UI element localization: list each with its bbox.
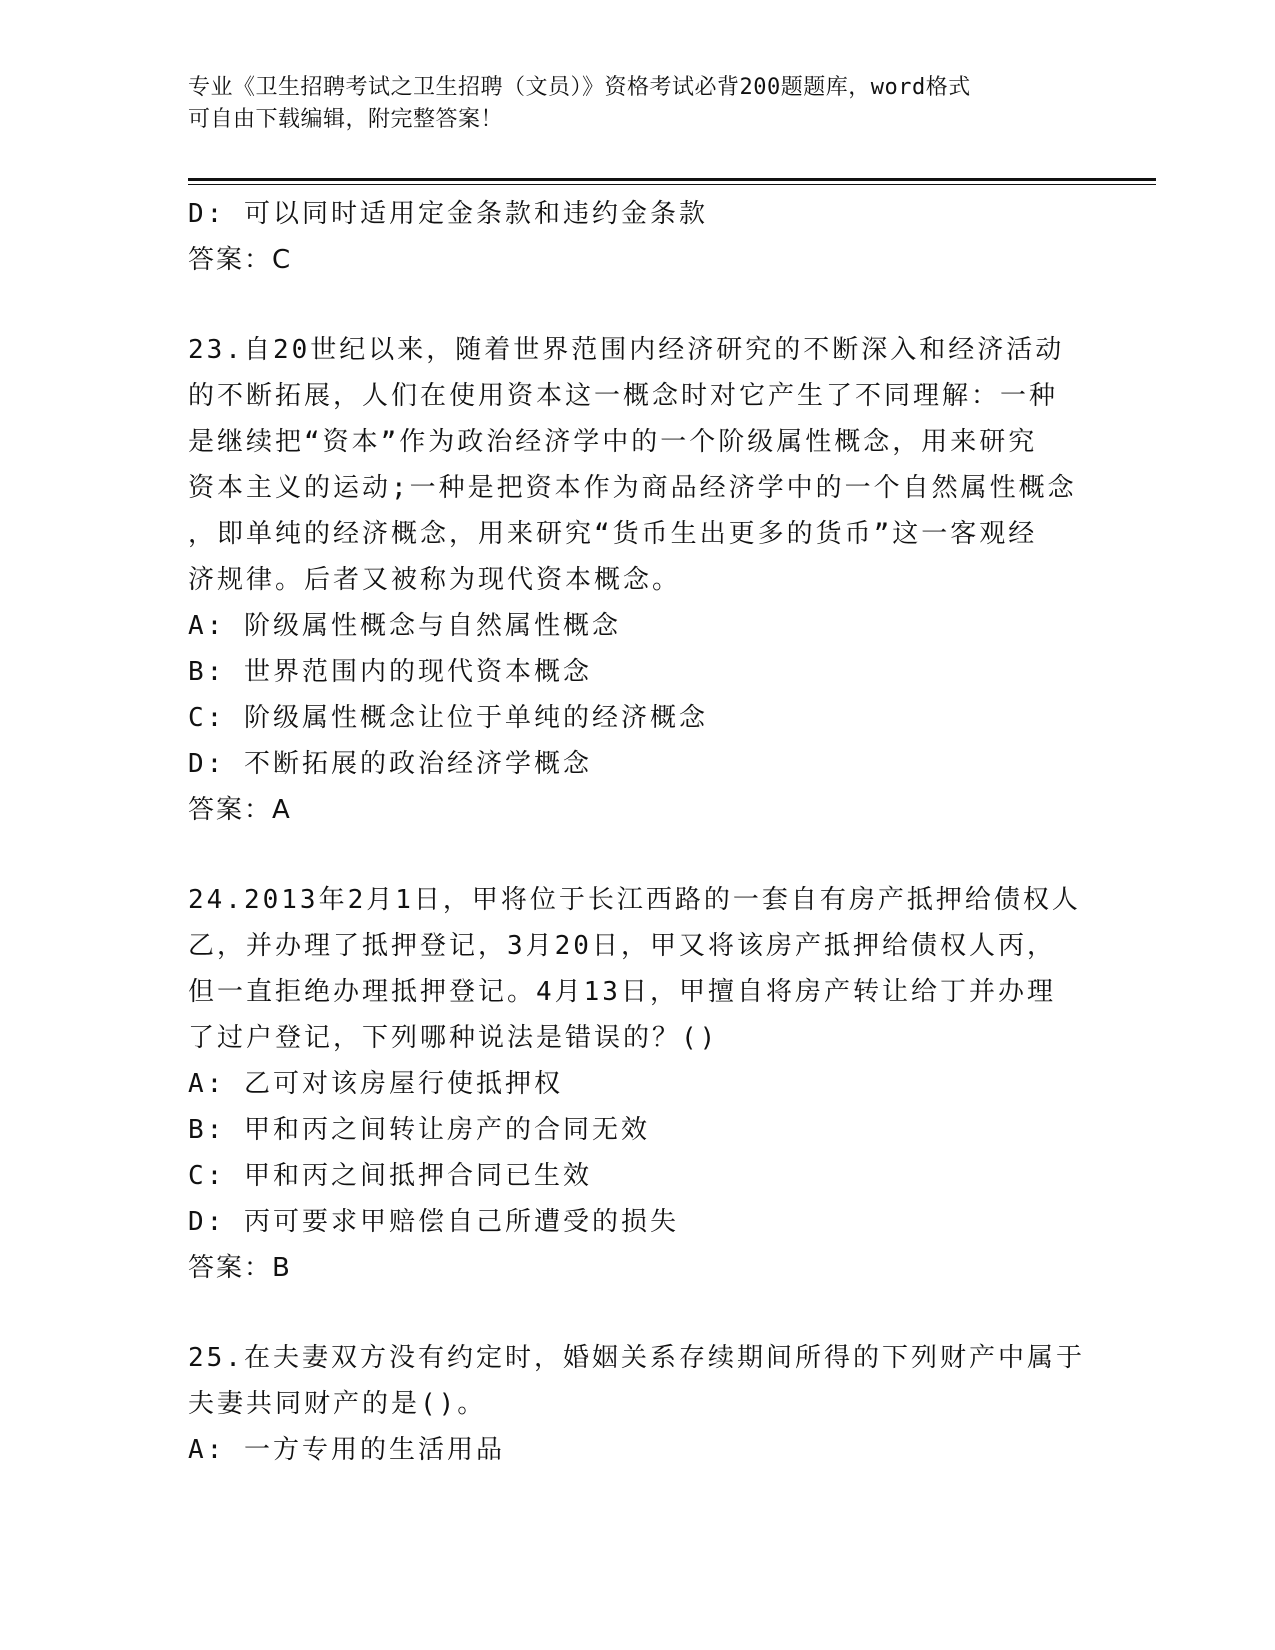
option-a: A: 乙可对该房屋行使抵押权 [188,1069,563,1099]
question-text-line: 夫妻共同财产的是()。 [188,1389,487,1419]
question-text-line: 23.自20世纪以来，随着世界范围内经济研究的不断深入和经济活动 [188,335,1065,365]
option-a: A: 一方专用的生活用品 [188,1435,505,1465]
question-25 [188,1335,1088,1473]
option-c: C: 阶级属性概念让位于单纯的经济概念 [188,703,708,733]
question-list [188,191,1088,1473]
header-divider-thin [188,184,1156,185]
header-line-2: 可自由下载编辑，附完整答案！ [188,107,504,132]
question-23 [188,327,1088,833]
question-text-line: ，即单纯的经济概念，用来研究“货币生出更多的货币”这一客观经 [188,519,1038,549]
question-text-line: 济规律。后者又被称为现代资本概念。 [188,565,682,595]
option-d: D: 不断拓展的政治经济学概念 [188,749,592,779]
option-d: D: 丙可要求甲赔偿自己所遭受的损失 [188,1207,679,1237]
header-divider-thick [188,178,1156,181]
answer-line: 答案：A [188,795,292,825]
question-24 [188,877,1088,1291]
question-text-line: 24.2013年2月1日，甲将位于长江西路的一套自有房产抵押给债权人 [188,885,1081,915]
answer-line: 答案：B [188,1253,292,1283]
option-b: B: 甲和丙之间转让房产的合同无效 [188,1115,650,1145]
question-text-line: 乙，并办理了抵押登记，3月20日，甲又将该房产抵押给债权人丙， [188,931,1056,961]
question-text-line: 了过户登记，下列哪种说法是错误的？() [188,1023,719,1053]
question-text-line: 的不断拓展，人们在使用资本这一概念时对它产生了不同理解：一种 [188,381,1059,411]
option-c: C: 甲和丙之间抵押合同已生效 [188,1161,592,1191]
option-a: A: 阶级属性概念与自然属性概念 [188,611,621,641]
option-b: B: 世界范围内的现代资本概念 [188,657,592,687]
document-header [188,72,1088,136]
answer-line: 答案：C [188,245,293,275]
header-line-1: 专业《卫生招聘考试之卫生招聘（文员）》资格考试必背200题题库，word格式 [188,75,971,100]
question-text-line: 资本主义的运动;一种是把资本作为商品经济学中的一个自然属性概念 [188,473,1077,503]
question-text-line: 25.在夫妻双方没有约定时，婚姻关系存续期间所得的下列财产中属于 [188,1343,1085,1373]
question-text-line: 但一直拒绝办理抵押登记。4月13日，甲擅自将房产转让给丁并办理 [188,977,1056,1007]
question-22-tail [188,191,1088,283]
option-d: D: 可以同时适用定金条款和违约金条款 [188,199,708,229]
question-text-line: 是继续把“资本”作为政治经济学中的一个阶级属性概念，用来研究 [188,427,1038,457]
